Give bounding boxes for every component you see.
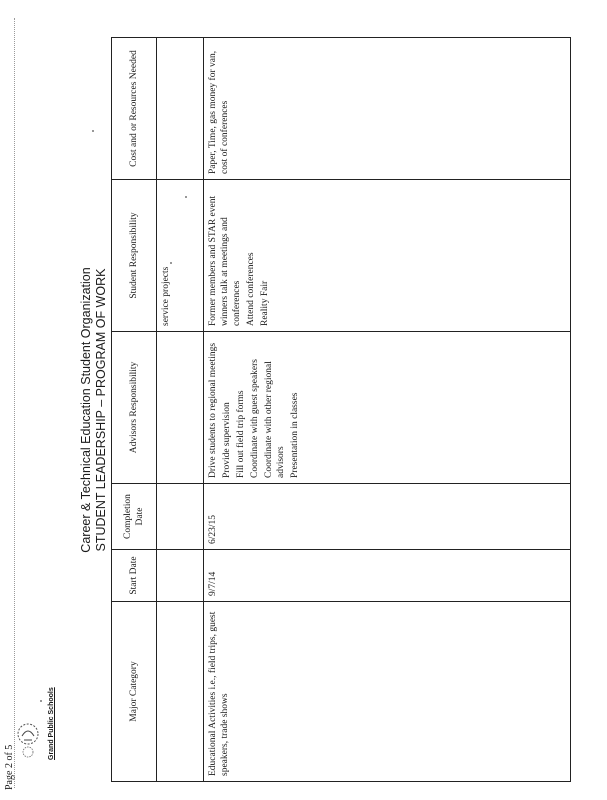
student-item: Attend conferences <box>246 252 256 326</box>
table-header-row <box>112 38 157 782</box>
cell-start <box>157 550 204 602</box>
advisor-item: Presentation in classes <box>290 392 300 478</box>
col-header-completion-date: Completion Date <box>112 484 157 550</box>
scan-speck <box>40 700 42 702</box>
cell-start: 9/7/14 <box>204 550 571 602</box>
table-row <box>204 38 571 782</box>
advisor-item: Coordinate with guest speakers <box>250 359 260 478</box>
student-item: service projects <box>161 266 171 326</box>
district-name: Grand Public Schools <box>48 687 55 760</box>
cell-completion <box>157 484 204 550</box>
advisor-item: Drive students to regional meetings <box>208 342 218 478</box>
org-title: Career & Technical Education Student Organization <box>79 267 93 553</box>
cell-advisors <box>157 332 204 484</box>
cell-completion: 6/23/15 <box>204 484 571 550</box>
cell-advisors <box>204 332 571 484</box>
advisor-item: Provide supervision <box>222 402 232 478</box>
student-item: Reality Fair <box>260 280 270 326</box>
cell-students <box>204 180 571 332</box>
col-header-cost: Cost and or Resources Needed <box>112 38 157 180</box>
program-of-work-table <box>111 37 571 782</box>
col-header-start-date: Start Date <box>112 550 157 602</box>
student-item: Former members and STAR event winners talk at meetings and conferences <box>208 195 242 326</box>
page-number: Page 2 of 5 <box>4 744 15 790</box>
cell-students <box>157 180 204 332</box>
doc-title: STUDENT LEADERSHIP – PROGRAM OF WORK <box>94 268 108 552</box>
district-seal-icon <box>14 718 42 762</box>
cell-cost: Paper, Time, gas money for van, cost of conferences <box>204 38 571 180</box>
cell-cost <box>157 38 204 180</box>
col-header-students: Student Responsibility <box>112 180 157 332</box>
cell-category: Educational Activities i.e., field trips, guest speakers, trade shows <box>204 602 571 782</box>
advisor-item: Coordinate with other regional advisors <box>264 361 286 478</box>
col-header-advisors: Advisors Responsibility <box>112 332 157 484</box>
table-row <box>157 38 204 782</box>
advisor-item: Fill out field trip forms <box>236 390 246 478</box>
col-header-major-category: Major Category <box>112 602 157 782</box>
rotated-document <box>65 38 600 782</box>
document-header <box>65 38 111 782</box>
cell-category <box>157 602 204 782</box>
scan-edge <box>14 18 17 788</box>
